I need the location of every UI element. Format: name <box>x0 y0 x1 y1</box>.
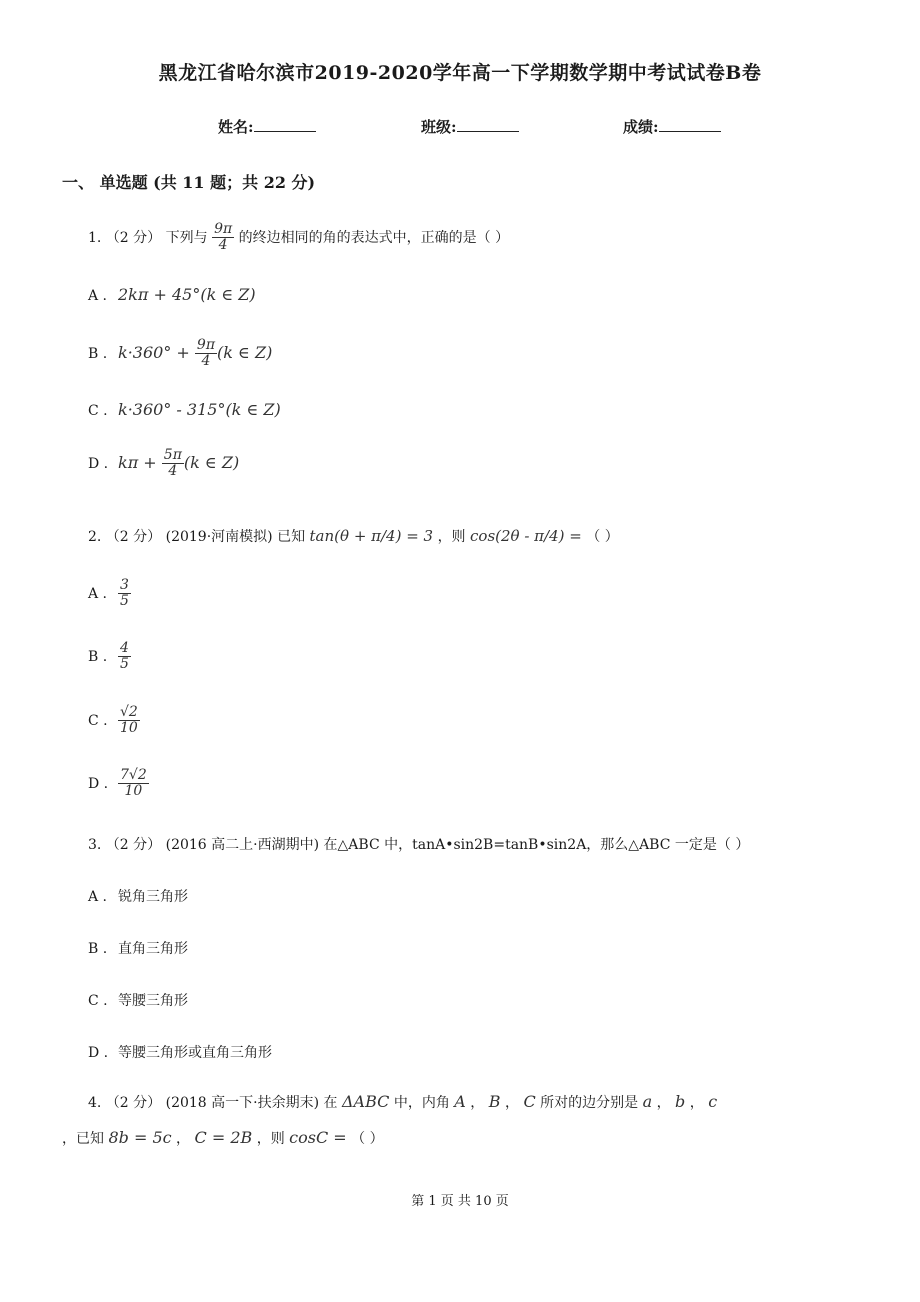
score-label: 成绩: <box>623 118 659 136</box>
option-fraction: $\frac{4}{5}$ <box>120 640 129 673</box>
q4-mid2: 所对的边分别是 <box>540 1095 639 1111</box>
q1-option-a <box>88 285 256 304</box>
page-footer: 第 1 页 共 10 页 <box>411 1194 509 1209</box>
q4-condition-1: 8b = 5c <box>108 1128 172 1147</box>
q3-option-d <box>88 1042 272 1062</box>
option-label: D . <box>88 775 109 792</box>
option-fraction: $\frac{7√2}{10}$ <box>120 767 147 800</box>
q4-mid: 中，内角 <box>393 1095 450 1111</box>
q4-line2-mid: ，则 <box>256 1131 285 1147</box>
q2-middle: ，则 <box>437 529 466 545</box>
class-blank <box>457 117 519 132</box>
score-blank <box>659 117 721 132</box>
q4-condition-2: C = 2B <box>194 1128 253 1147</box>
option-text: 等腰三角形或直角三角形 <box>118 1045 272 1061</box>
q4-angle-b: B <box>488 1092 501 1111</box>
option-text: 等腰三角形 <box>118 993 188 1009</box>
option-label: A . <box>88 585 108 602</box>
question-4-line-2: ，已知 8b = 5c ， C = 2B ，则 cosC = （ ） <box>62 1128 384 1147</box>
q4-angle-c: C <box>523 1092 536 1111</box>
option-math: k·360° - 315°(k ∈ Z) <box>118 400 281 419</box>
q2-suffix: （ ） <box>586 529 619 545</box>
option-label: D . <box>88 455 109 472</box>
q3-option-a <box>88 886 188 906</box>
name-label: 姓名: <box>218 118 254 136</box>
q4-side-b: b <box>675 1092 686 1111</box>
q2-expression: cos(2θ - π/4) = <box>470 527 582 545</box>
question-3: 3. （2 分） (2016 高二上·西湖期中) 在△ABC 中，tanA•sin2B=tanB•sin2A，那么△ABC 一定是（ ） <box>88 837 750 853</box>
name-field <box>218 116 316 137</box>
q3-option-b <box>88 938 188 958</box>
q4-ask: cosC = <box>289 1128 347 1147</box>
q4-side-a: a <box>642 1092 653 1111</box>
option-label: C . <box>88 403 108 419</box>
q1-option-b <box>88 338 272 370</box>
option-fraction: $\frac{5\pi}{4}$ <box>163 447 182 480</box>
q1-option-c <box>88 400 281 419</box>
score-field <box>623 116 721 137</box>
option-fraction: $\frac{3}{5}$ <box>120 577 129 610</box>
class-label: 班级: <box>421 118 457 136</box>
option-fraction: $\frac{9\pi}{4}$ <box>196 337 216 370</box>
q2-option-a <box>88 578 131 610</box>
option-text: 锐角三角形 <box>118 889 188 905</box>
q2-condition: tan(θ + π/4) = 3 <box>309 527 434 545</box>
q2-prefix: 2. （2 分） (2019·河南模拟) 已知 <box>88 529 306 545</box>
q4-triangle: ΔABC <box>341 1092 390 1111</box>
q1-fraction: $\frac{9\pi}{4}$ <box>214 221 233 254</box>
option-math-post: (k ∈ Z) <box>183 452 240 472</box>
option-label: B . <box>88 345 108 362</box>
option-label: C . <box>88 712 108 729</box>
question-1 <box>88 222 509 254</box>
option-label: B . <box>88 941 108 957</box>
option-math-post: (k ∈ Z) <box>217 342 273 362</box>
option-math-pre: k·360° + <box>118 342 195 362</box>
section-heading: 一、 单选题 (共 11 题；共 22 分) <box>62 173 316 192</box>
option-math-pre: kπ + <box>118 452 162 472</box>
q2-option-b <box>88 641 131 673</box>
option-math: 2kπ + 45°(k ∈ Z) <box>118 285 256 304</box>
q2-option-c <box>88 705 140 737</box>
option-fraction: $\frac{√2}{10}$ <box>120 704 138 737</box>
q3-option-c <box>88 990 188 1010</box>
q1-suffix: 的终边相同的角的表达式中，正确的是（ ） <box>238 229 510 246</box>
class-field <box>421 116 519 137</box>
q4-suffix: （ ） <box>351 1131 384 1147</box>
option-label: B . <box>88 648 108 665</box>
option-label: C . <box>88 993 108 1009</box>
q4-side-c: c <box>708 1092 718 1111</box>
question-2 <box>88 526 619 546</box>
q2-option-d <box>88 768 149 800</box>
option-label: D . <box>88 1045 109 1061</box>
q1-option-d <box>88 448 239 480</box>
q1-prefix: 1. （2 分） 下列与 <box>88 229 208 246</box>
q4-prefix: 4. （2 分） (2018 高一下·扶余期末) 在 <box>88 1095 338 1111</box>
page-title: 黑龙江省哈尔滨市2019-2020学年高一下学期数学期中考试试卷B卷 <box>158 62 762 84</box>
name-blank <box>254 117 316 132</box>
option-label: A . <box>88 288 108 304</box>
q4-line2-prefix: ，已知 <box>62 1131 104 1147</box>
option-label: A . <box>88 889 108 905</box>
option-text: 直角三角形 <box>118 941 188 957</box>
q4-angle-a: A <box>454 1092 466 1111</box>
question-4-line-1: 4. （2 分） (2018 高一下·扶余期末) 在 ΔABC 中，内角 A ， B ， C 所对的边分别是 a ， b ， c <box>88 1092 718 1111</box>
